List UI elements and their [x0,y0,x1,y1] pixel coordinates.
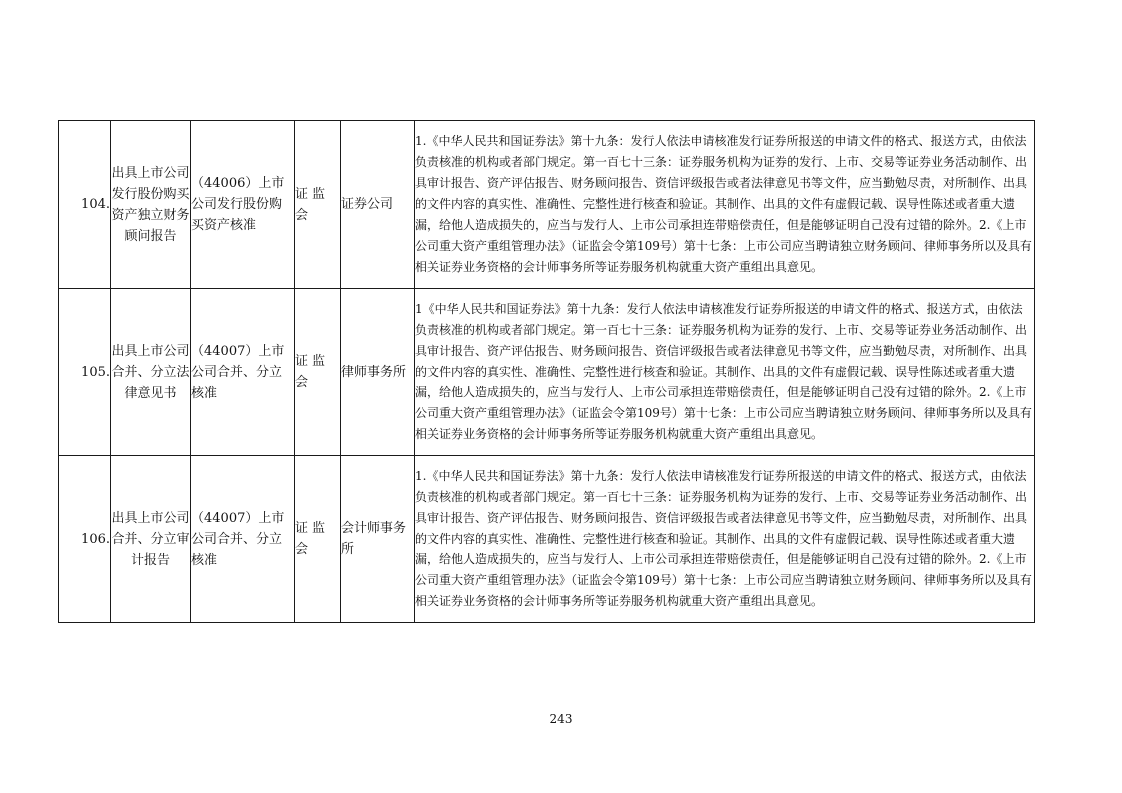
authority: 证监会 [295,456,341,623]
table-row [59,121,1035,289]
institution: 会计师事务所 [341,456,415,623]
authority: 证监会 [295,121,341,289]
approval-item: （44007）上市公司合并、分立核准 [191,456,295,623]
page-number: 243 [549,712,573,726]
approval-item: （44007）上市公司合并、分立核准 [191,289,295,456]
item-name: 出具上市公司合并、分立法律意见书 [111,289,191,456]
institution: 证券公司 [341,121,415,289]
legal-basis: 1.《中华人民共和国证券法》第十九条：发行人依法申请核准发行证券所报送的申请文件的格式、报送方式，由依法负责核准的机构或者部门规定。第一百七十三条：证券服务机构为证券的发行、上市、交易等证券业务活动制作、出具审计报告、资产评估报告、财务顾问报告、资信评级报告或者法律意见书等文件，应当勤勉尽责，对所制作、出具的文件内容的真实性、准确性、完整性进行核查和验证。其制作、出具的文件有虚假记载、误导性陈述或者重大遗漏，给他人造成损失的，应当与发行人、上市公司承担连带赔偿责任，但是能够证明自己没有过错的除外。2.《上市公司重大资产重组管理办法》（证监会令第109号）第十七条：上市公司应当聘请独立财务顾问、律师事务所以及具有相关证券业务资格的会计师事务所等证券服务机构就重大资产重组出具意见。 [415,121,1035,289]
row-number: 104. [59,121,111,289]
approval-item: （44006）上市公司发行股份购买资产核准 [191,121,295,289]
authority: 证监会 [295,289,341,456]
table-row [59,456,1035,623]
item-name: 出具上市公司发行股份购买资产独立财务顾问报告 [111,121,191,289]
institution: 律师事务所 [341,289,415,456]
regulation-table [58,120,1035,623]
row-number: 105. [59,289,111,456]
legal-basis: 1《中华人民共和国证券法》第十九条：发行人依法申请核准发行证券所报送的申请文件的格式、报送方式，由依法负责核准的机构或者部门规定。第一百七十三条：证券服务机构为证券的发行、上市、交易等证券业务活动制作、出具审计报告、资产评估报告、财务顾问报告、资信评级报告或者法律意见书等文件，应当勤勉尽责，对所制作、出具的文件内容的真实性、准确性、完整性进行核查和验证。其制作、出具的文件有虚假记载、误导性陈述或者重大遗漏，给他人造成损失的，应当与发行人、上市公司承担连带赔偿责任，但是能够证明自己没有过错的除外。2.《上市公司重大资产重组管理办法》（证监会令第109号）第十七条：上市公司应当聘请独立财务顾问、律师事务所以及具有相关证券业务资格的会计师事务所等证券服务机构就重大资产重组出具意见。 [415,289,1035,456]
item-name: 出具上市公司合并、分立审计报告 [111,456,191,623]
table-row [59,289,1035,456]
row-number: 106. [59,456,111,623]
legal-basis: 1.《中华人民共和国证券法》第十九条：发行人依法申请核准发行证券所报送的申请文件的格式、报送方式，由依法负责核准的机构或者部门规定。第一百七十三条：证券服务机构为证券的发行、上市、交易等证券业务活动制作、出具审计报告、资产评估报告、财务顾问报告、资信评级报告或者法律意见书等文件，应当勤勉尽责，对所制作、出具的文件内容的真实性、准确性、完整性进行核查和验证。其制作、出具的文件有虚假记载、误导性陈述或者重大遗漏，给他人造成损失的，应当与发行人、上市公司承担连带赔偿责任，但是能够证明自己没有过错的除外。2.《上市公司重大资产重组管理办法》（证监会令第109号）第十七条：上市公司应当聘请独立财务顾问、律师事务所以及具有相关证券业务资格的会计师事务所等证券服务机构就重大资产重组出具意见。 [415,456,1035,623]
